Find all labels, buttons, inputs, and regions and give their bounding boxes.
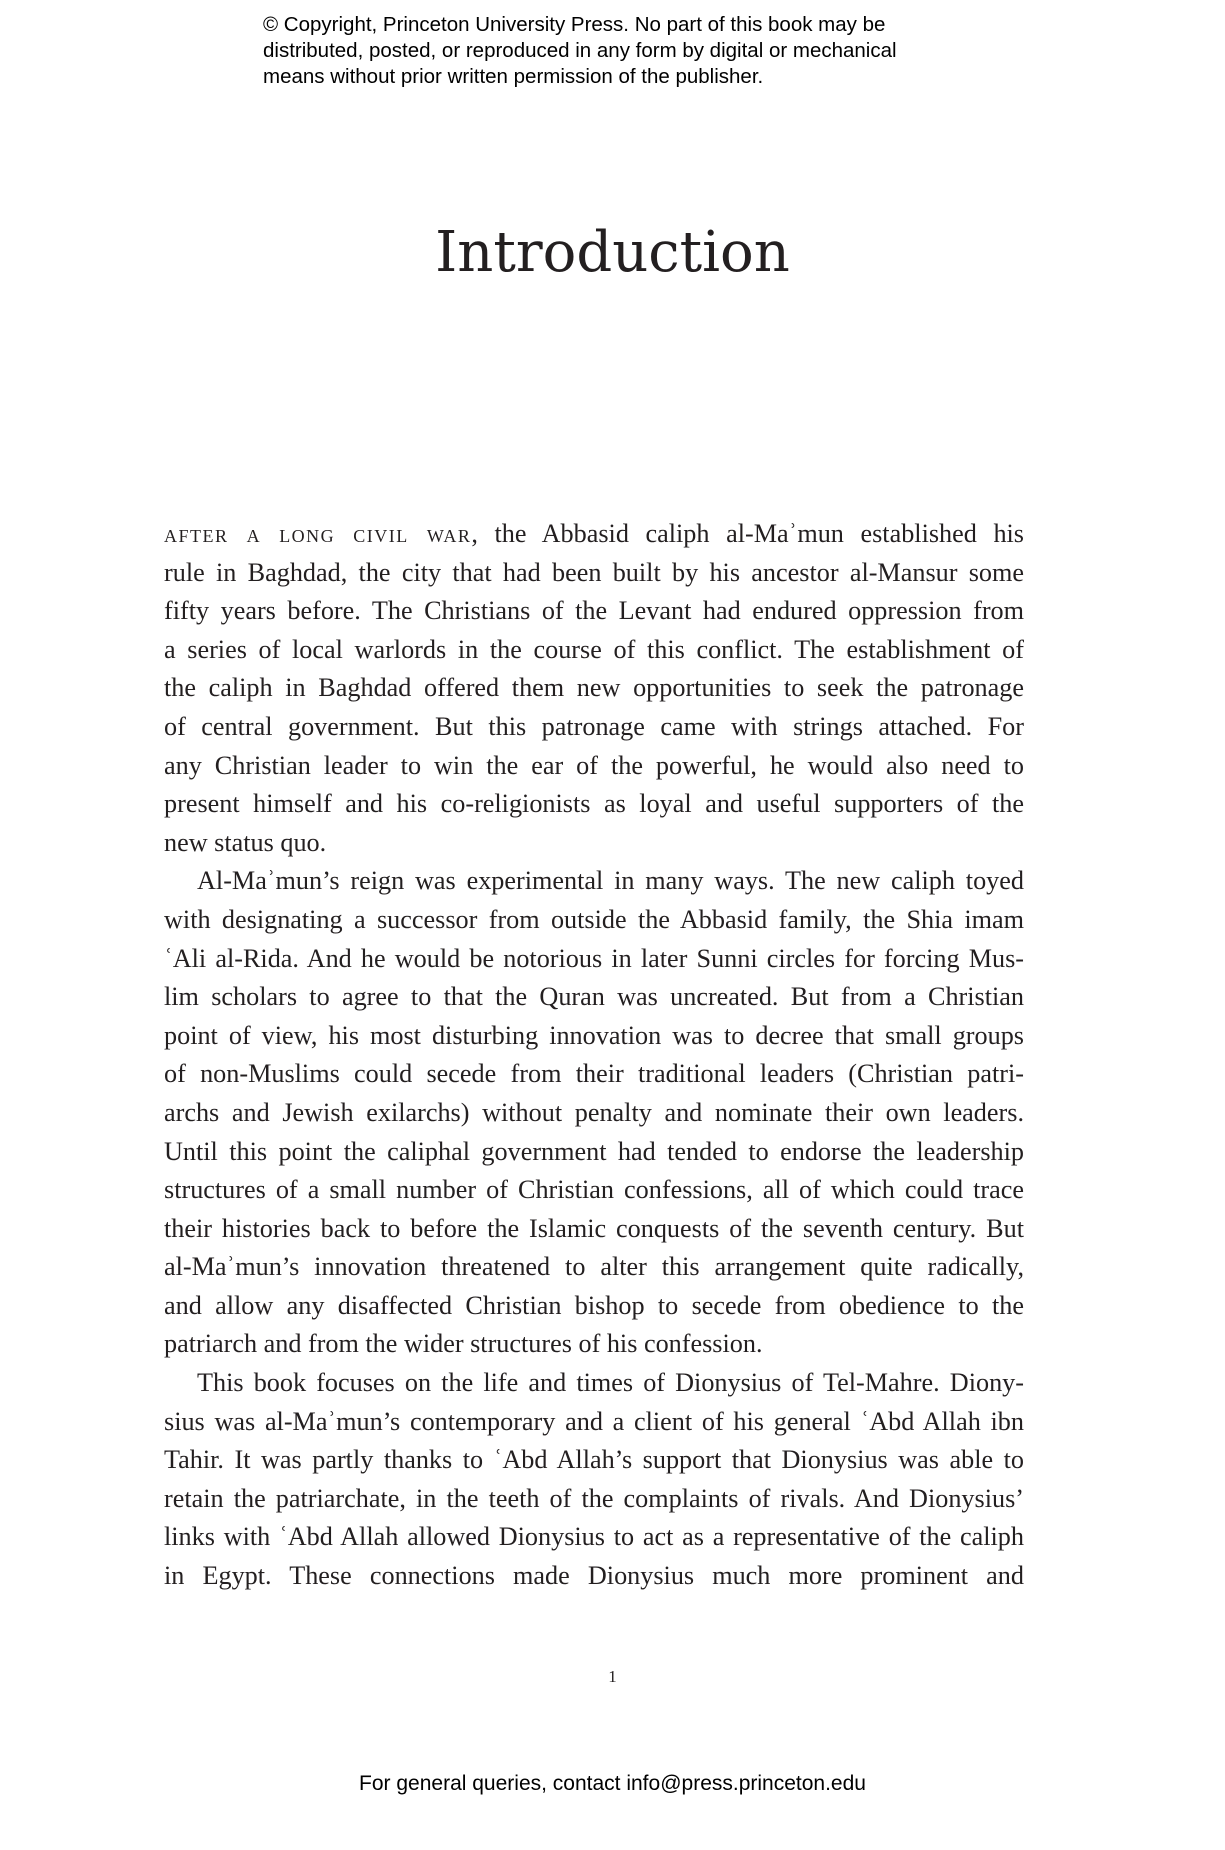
text-line: any Christian leader to win the ear of the powerful, he would also need to (164, 750, 1024, 780)
text-line: This book focuses on the life and times of Dionysius of Tel-Mahre. Diony- (197, 1368, 1024, 1398)
text-line: and allow any disaffected Christian bishop to secede from obedience to the (164, 1290, 1024, 1320)
text-line: structures of a small number of Christian confessions, all of which could trace (164, 1175, 1024, 1205)
paragraph-3 (164, 1364, 1024, 1596)
text-line: links with ʿAbd Allah allowed Dionysius to act as a representative of the caliph (164, 1522, 1024, 1552)
text-line: sius was al-Maʾmun’s contemporary and a client of his general ʿAbd Allah ibn (164, 1406, 1024, 1436)
text-line: retain the patriarchate, in the teeth of the complaints of rivals. And Dionysius’ (164, 1483, 1024, 1513)
text-line: al-Maʾmun’s innovation threatened to alter this arrangement quite radically, (164, 1252, 1024, 1282)
text-line: fifty years before. The Christians of the Levant had endured oppression from (164, 596, 1024, 626)
text-line: in Egypt. These connections made Dionysius much more prominent and (164, 1561, 1024, 1591)
text-line-rest: , the Abbasid caliph al-Maʾmun established his (471, 519, 1025, 548)
text-line: a series of local warlords in the course of this conflict. The establishment of (164, 634, 1024, 664)
paragraph-2 (164, 862, 1024, 1364)
copyright-notice (263, 12, 1023, 90)
text-line: lim scholars to agree to that the Quran was uncreated. But from a Christian (164, 982, 1024, 1012)
text-line (164, 515, 1024, 554)
text-line: the caliph in Baghdad offered them new opportunities to seek the patronage (164, 673, 1024, 703)
text-line: with designating a successor from outside the Abbasid family, the Shia imam (164, 904, 1024, 934)
paragraph-1 (164, 515, 1024, 862)
text-line: Until this point the caliphal government had tended to endorse the leadership (164, 1136, 1024, 1166)
text-line: rule in Baghdad, the city that had been built by his ancestor al-Mansur some (164, 557, 1024, 587)
chapter-title: Introduction (435, 220, 790, 285)
copyright-line: © Copyright, Princeton University Press. No part of this book may be (263, 13, 886, 36)
text-line: of non-Muslims could secede from their traditional leaders (Christian patri- (164, 1059, 1024, 1089)
copyright-line: means without prior written permission of the publisher. (263, 65, 764, 88)
text-line: Tahir. It was partly thanks to ʿAbd Allah’s support that Dionysius was able to (164, 1445, 1024, 1475)
page-number: 1 (608, 1667, 617, 1686)
text-line: archs and Jewish exilarchs) without penalty and nominate their own leaders. (164, 1097, 1024, 1127)
lead-in-smallcaps: after a long civil war (164, 519, 472, 548)
text-line: present himself and his co-religionists as loyal and useful supporters of the (164, 789, 1024, 819)
body-text (164, 515, 1024, 1596)
copyright-line: distributed, posted, or reproduced in any form by digital or mechanical (263, 39, 897, 62)
text-line: point of view, his most disturbing innovation was to decree that small groups (164, 1020, 1024, 1050)
footer-contact: For general queries, contact info@press.princeton.edu (359, 1772, 866, 1795)
text-line: Al-Maʾmun’s reign was experimental in many ways. The new caliph toyed (197, 866, 1024, 896)
text-line: new status quo. (164, 827, 327, 857)
text-line: patriarch and from the wider structures of his confession. (164, 1329, 763, 1359)
text-line: of central government. But this patronage came with strings attached. For (164, 711, 1024, 741)
text-line: their histories back to before the Islamic conquests of the seventh century. But (164, 1213, 1024, 1243)
text-line: ʿAli al-Rida. And he would be notorious in later Sunni circles for forcing Mus- (164, 943, 1024, 973)
